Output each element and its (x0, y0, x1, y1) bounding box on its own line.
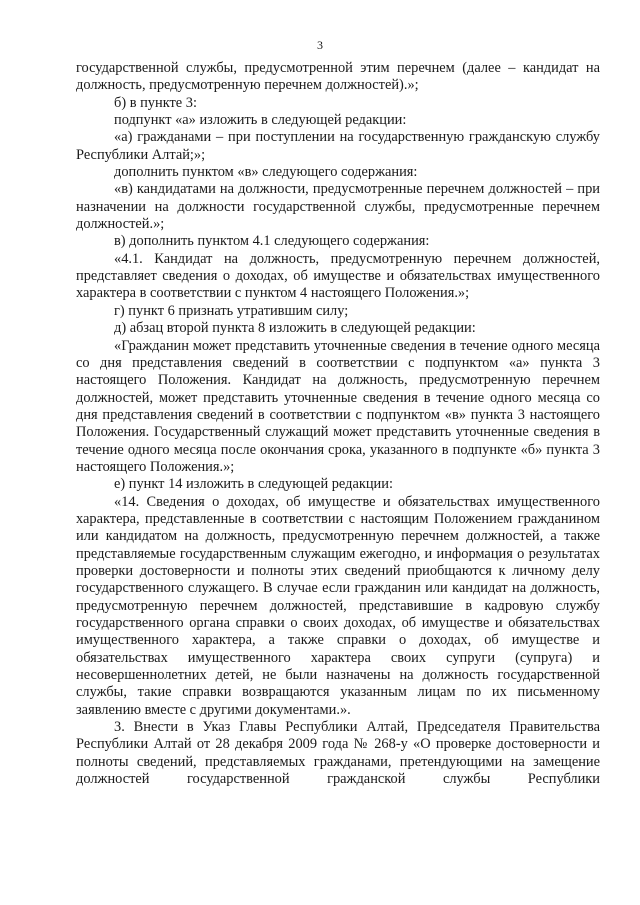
paragraph: «14. Сведения о доходах, об имуществе и обязательствах имущественного характера, представленные в соответствии с настоящим Положением гражданином или кандидатом на должность, предусмотренную перечнем должностей, а также представляемые государственным служащим ежегодно, и информация о результатах проверки достоверности и полноты этих сведений приобщаются к личному делу государственного служащего. В случае если гражданин или кандидат на должность, предусмотренную перечнем должностей, представившие в кадровую службу государственного органа справки о своих доходах, об имуществе и обязательствах имущественного характера, а также справки о доходах, об имуществе и обязательствах имущественного характера своих супруги (супруга) и несовершеннолетних детей, не были назначены на должность государственной службы, такие справки возвращаются указанным лицам по их письменному заявлению вместе с другими документами.». (76, 493, 600, 718)
paragraph: «а) гражданами – при поступлении на государственную гражданскую службу Республики Алтай;»; (76, 129, 600, 163)
paragraph: г) пункт 6 признать утратившим силу; (114, 302, 349, 319)
paragraph: «в) кандидатами на должности, предусмотренные перечнем должностей – при назначении на должности государственной службы, предусмотренные перечнем должностей.»; (76, 181, 600, 233)
paragraph: «4.1. Кандидат на должность, предусмотренную перечнем должностей, представляет сведения о доходах, об имуществе и обязательствах имущественного характера в соответствии с пунктом 4 настоящего Положения.»; (76, 250, 600, 302)
paragraph: 3. Внести в Указ Главы Республики Алтай, Председателя Правительства Республики Алтай от 28 декабря 2009 года № 268-у «О проверке достоверности и полноты сведений, представляемых гражданами, претендующими на замещение должностей государственной гражданской службы Республики (76, 719, 600, 788)
paragraph: е) пункт 14 изложить в следующей редакции: (114, 476, 393, 493)
paragraph: в) дополнить пунктом 4.1 следующего содержания: (114, 233, 430, 250)
paragraph: дополнить пунктом «в» следующего содержания: (114, 164, 418, 181)
paragraph: д) абзац второй пункта 8 изложить в следующей редакции: (114, 320, 476, 337)
paragraph: б) в пункте 3: (114, 94, 197, 111)
paragraph: подпункт «а» изложить в следующей редакции: (114, 112, 407, 129)
document-body (76, 60, 600, 788)
paragraph: «Гражданин может представить уточненные сведения в течение одного месяца со дня представления сведений в соответствии с подпунктом «а» пункта 3 настоящего Положения. Кандидат на должность, предусмотренную перечнем должностей, может представить уточненные сведения в течение одного месяца со дня представления сведений в соответствии с подпунктом «в» пункта 3 настоящего Положения. Государственный служащий может представить уточненные сведения в течение одного месяца после окончания срока, указанного в подпункте «б» пункта 3 настоящего Положения.»; (76, 337, 600, 475)
page-number: 3 (317, 38, 323, 52)
paragraph: государственной службы, предусмотренной этим перечнем (далее – кандидат на должность, предусмотренную перечнем должностей).»; (76, 60, 600, 94)
